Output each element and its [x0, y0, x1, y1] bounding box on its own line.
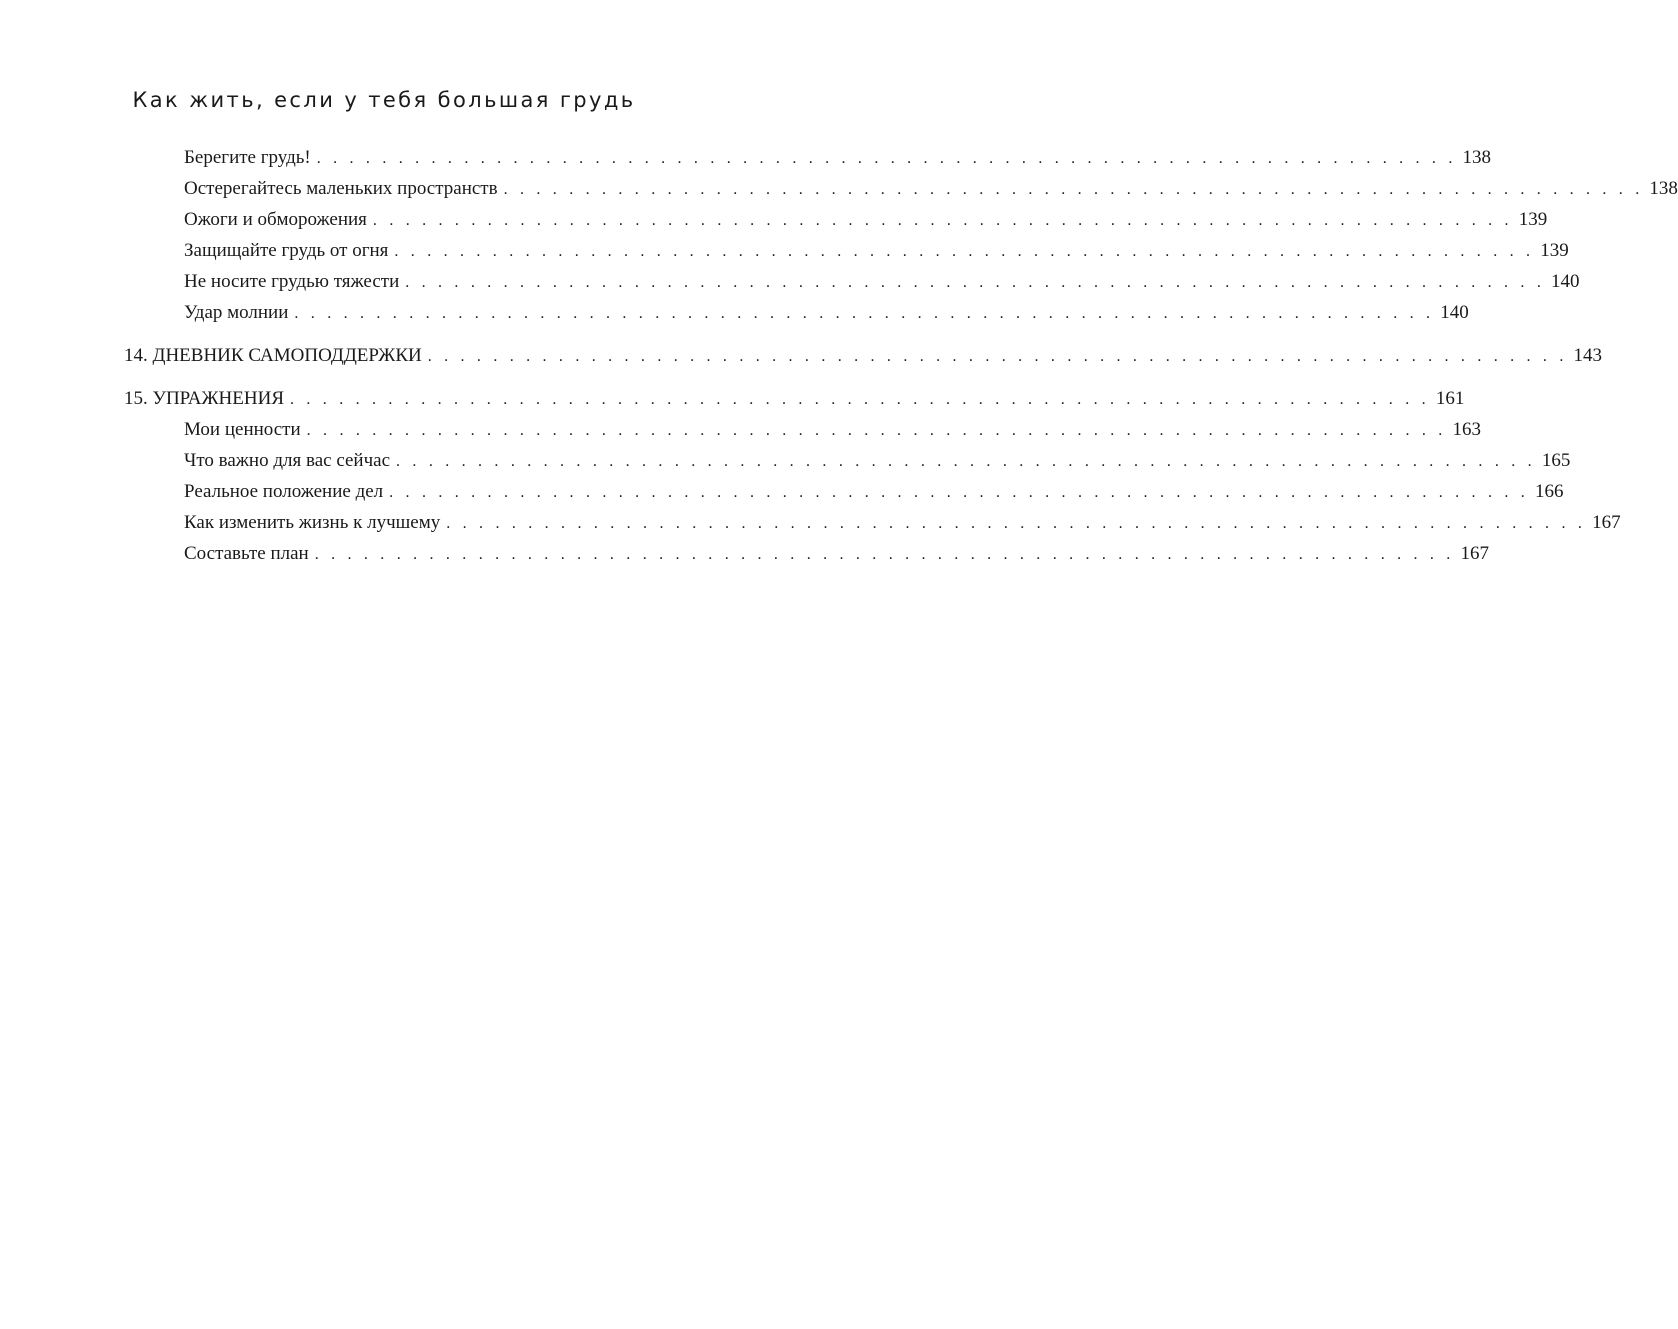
toc-entry-title: Защищайте грудь от огня — [184, 240, 389, 261]
toc-entry-title: Ожоги и обморожения — [184, 209, 367, 230]
toc-entry-page: 140 — [1440, 302, 1469, 323]
toc-dot-leader: . . . . . . . . . . . . . . . . . . . . . . . . . . . . . . . . . . . . . . . . . . . . . . . . . . . . . . . . . . . . . . . . . . . . . . — [290, 391, 1430, 408]
toc-entry-page: 139 — [1540, 240, 1569, 261]
toc-entry-title: Что важно для вас сейчас — [184, 450, 391, 471]
toc-entry-title: Мои ценности — [184, 419, 301, 440]
toc-entry-page: 166 — [1534, 481, 1564, 502]
toc-chapter-page: 161 — [1435, 388, 1465, 409]
toc-entry — [184, 447, 1571, 475]
toc-entry — [184, 237, 1569, 265]
toc-chapter — [124, 342, 1603, 370]
toc-chapter-title: 15. УПРАЖНЕНИЯ — [124, 388, 284, 409]
toc-entry-title: Реальное положение дел — [184, 481, 384, 502]
toc-chapter-title: 14. ДНЕВНИК САМОПОДДЕРЖКИ — [124, 345, 422, 366]
toc-entry-title: Составьте план — [184, 543, 309, 564]
toc-dot-leader: . . . . . . . . . . . . . . . . . . . . . . . . . . . . . . . . . . . . . . . . . . . . . . . . . . . . . . . . . . . . . . . . . . . . . . — [372, 212, 1513, 229]
toc-dot-leader: . . . . . . . . . . . . . . . . . . . . . . . . . . . . . . . . . . . . . . . . . . . . . . . . . . . . . . . . . . . . . . . . . . . . . . — [396, 453, 1536, 470]
toc-chapter — [124, 385, 1465, 413]
toc-entry-page: 139 — [1518, 209, 1548, 230]
toc-chapter-page: 143 — [1573, 345, 1603, 366]
toc-entry — [184, 540, 1490, 568]
toc-entry — [184, 175, 1678, 203]
toc-entry — [184, 268, 1580, 296]
toc-dot-leader: . . . . . . . . . . . . . . . . . . . . . . . . . . . . . . . . . . . . . . . . . . . . . . . . . . . . . . . . . . . . . . . . . . . . . . — [306, 422, 1447, 439]
running-header: Как жить, если у тебя большая грудь — [132, 88, 636, 112]
toc-entry — [184, 416, 1481, 444]
toc-entry-title: Берегите грудь! — [184, 147, 311, 168]
toc-entry-page: 165 — [1541, 450, 1571, 471]
toc-entry-title: Остерегайтесь маленьких пространств — [184, 178, 498, 199]
toc-entry-title: Не носите грудью тяжести — [184, 271, 400, 292]
toc-dot-leader: . . . . . . . . . . . . . . . . . . . . . . . . . . . . . . . . . . . . . . . . . . . . . . . . . . . . . . . . . . . . . . . . . . . . . . — [316, 150, 1457, 167]
toc-entry — [184, 206, 1548, 234]
toc-entry-page: 163 — [1452, 419, 1481, 440]
toc-entry — [184, 299, 1469, 327]
toc-dot-leader: . . . . . . . . . . . . . . . . . . . . . . . . . . . . . . . . . . . . . . . . . . . . . . . . . . . . . . . . . . . . . . . . . . . . . . — [294, 305, 1435, 322]
toc-dot-leader: . . . . . . . . . . . . . . . . . . . . . . . . . . . . . . . . . . . . . . . . . . . . . . . . . . . . . . . . . . . . . . . . . . . . . . — [503, 181, 1644, 198]
toc-dot-leader: . . . . . . . . . . . . . . . . . . . . . . . . . . . . . . . . . . . . . . . . . . . . . . . . . . . . . . . . . . . . . . . . . . . . . . — [394, 243, 1535, 260]
toc-entry — [184, 509, 1621, 537]
toc-dot-leader: . . . . . . . . . . . . . . . . . . . . . . . . . . . . . . . . . . . . . . . . . . . . . . . . . . . . . . . . . . . . . . . . . . . . . . — [427, 348, 1568, 365]
toc-entry-page: 167 — [1460, 543, 1490, 564]
toc-dot-leader: . . . . . . . . . . . . . . . . . . . . . . . . . . . . . . . . . . . . . . . . . . . . . . . . . . . . . . . . . . . . . . . . . . . . . . — [446, 515, 1587, 532]
toc-entry-page: 167 — [1592, 512, 1621, 533]
toc-dot-leader: . . . . . . . . . . . . . . . . . . . . . . . . . . . . . . . . . . . . . . . . . . . . . . . . . . . . . . . . . . . . . . . . . . . . . . — [405, 274, 1546, 291]
toc-dot-leader: . . . . . . . . . . . . . . . . . . . . . . . . . . . . . . . . . . . . . . . . . . . . . . . . . . . . . . . . . . . . . . . . . . . . . . — [389, 484, 1529, 501]
toc-entry-page: 138 — [1649, 178, 1678, 199]
toc-entry-page: 140 — [1551, 271, 1580, 292]
toc-entry — [184, 478, 1564, 506]
toc-entry-title: Как изменить жизнь к лучшему — [184, 512, 441, 533]
toc-entry-title: Удар молнии — [184, 302, 289, 323]
toc-entry — [184, 144, 1492, 172]
toc-entry-page: 138 — [1462, 147, 1492, 168]
toc-dot-leader: . . . . . . . . . . . . . . . . . . . . . . . . . . . . . . . . . . . . . . . . . . . . . . . . . . . . . . . . . . . . . . . . . . . . . . — [314, 546, 1455, 563]
